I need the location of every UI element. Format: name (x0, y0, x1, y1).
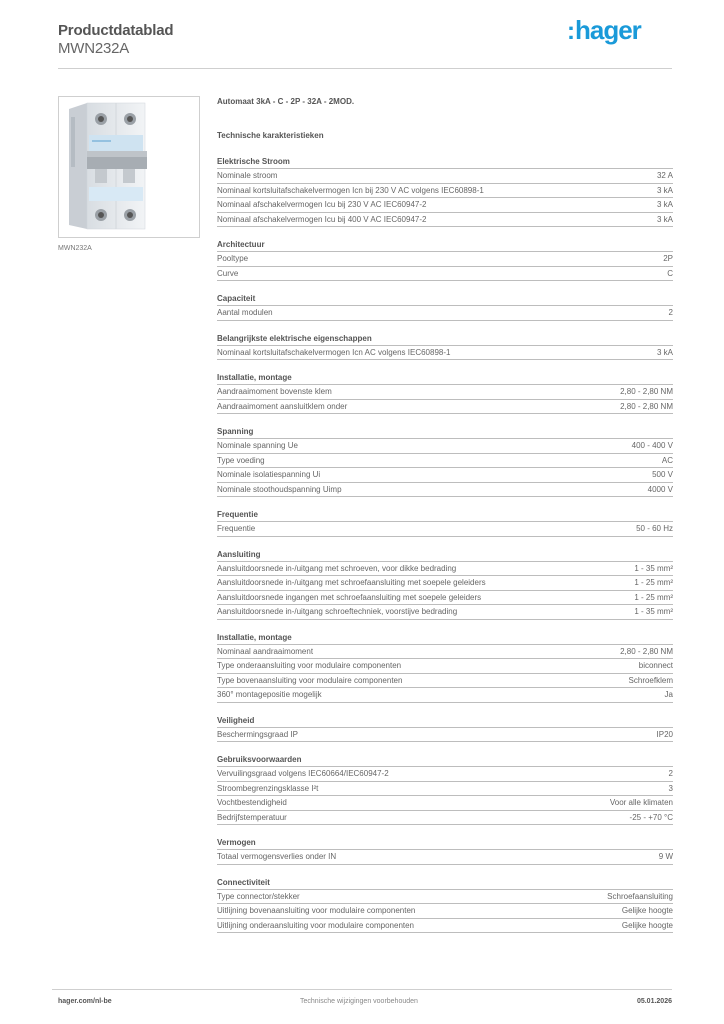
spec-row (217, 198, 673, 213)
section-title: Frequentie (217, 509, 673, 522)
hager-logo (567, 15, 641, 46)
spec-value: 500 V (652, 470, 673, 479)
spec-label: Nominale stoothoudspanning Uimp (217, 484, 342, 494)
spec-row (217, 306, 673, 321)
spec-row (217, 767, 673, 782)
spec-label: Type connector/stekker (217, 891, 300, 901)
section-title: Capaciteit (217, 293, 673, 306)
spec-section (217, 509, 673, 537)
spec-row (217, 252, 673, 267)
spec-value: 400 - 400 V (631, 441, 673, 450)
spec-section (217, 239, 673, 281)
spec-label: Beschermingsgraad IP (217, 729, 298, 739)
spec-value: C (667, 268, 673, 278)
spec-row (217, 400, 673, 415)
spec-label: Nominaal kortsluitafschakelvermogen Icn AC volgens IEC60898-1 (217, 347, 451, 357)
section-title: Installatie, montage (217, 372, 673, 385)
product-name: Automaat 3kA - C - 2P - 32A - 2MOD. (217, 97, 355, 106)
spec-label: Aansluitdoorsnede in-/uitgang met schroefaansluiting met soepele geleiders (217, 578, 486, 587)
spec-section (217, 754, 673, 825)
spec-row (217, 919, 673, 934)
spec-value: 1 - 35 mm² (634, 607, 673, 616)
spec-row (217, 267, 673, 282)
section-title: Spanning (217, 426, 673, 439)
spec-row (217, 904, 673, 919)
spec-row (217, 591, 673, 606)
spec-value: 3 (668, 783, 673, 793)
spec-value: 2 (668, 769, 673, 778)
spec-label: 360° montagepositie mogelijk (217, 690, 322, 699)
spec-sections (217, 156, 673, 933)
spec-row (217, 890, 673, 905)
spec-label: Aandraaimoment aansluitklem onder (217, 401, 348, 411)
spec-value: 1 - 25 mm² (634, 578, 673, 587)
spec-value: IP20 (656, 729, 673, 739)
spec-value: Schroefklem (628, 675, 673, 685)
section-title: Gebruiksvoorwaarden (217, 754, 673, 767)
spec-value: 1 - 35 mm² (634, 563, 673, 573)
spec-label: Vervuilingsgraad volgens IEC60664/IEC60947-2 (217, 769, 389, 778)
spec-value: 3 kA (656, 347, 673, 357)
spec-value: 2,80 - 2,80 NM (620, 646, 673, 656)
spec-row (217, 454, 673, 469)
spec-value: Gelijke hoogte (621, 920, 673, 930)
spec-section (217, 293, 673, 321)
spec-label: Vochtbestendigheid (217, 798, 287, 807)
photo-caption: MWN232A (58, 245, 92, 252)
spec-value: Gelijke hoogte (621, 906, 673, 915)
spec-value: Schroefaansluiting (607, 891, 673, 901)
spec-row (217, 213, 673, 228)
spec-section (217, 372, 673, 414)
spec-row (217, 385, 673, 400)
spec-value: 2,80 - 2,80 NM (620, 387, 673, 396)
logo-text: hager (575, 15, 641, 45)
spec-value: 9 W (658, 852, 673, 861)
section-title: Installatie, montage (217, 632, 673, 645)
spec-label: Frequentie (217, 524, 256, 533)
spec-section (217, 632, 673, 703)
spec-label: Aandraaimoment bovenste klem (217, 387, 332, 396)
header-divider (58, 68, 672, 69)
spec-label: Nominale isolatiespanning Ui (217, 470, 321, 479)
spec-label: Totaal vermogensverlies onder IN (217, 852, 337, 861)
spec-row (217, 645, 673, 660)
spec-label: Aantal modulen (217, 308, 273, 317)
spec-row (217, 659, 673, 674)
spec-label: Aansluitdoorsnede in-/uitgang schroeftechniek, voorstijve bedrading (217, 607, 458, 616)
spec-value: 4000 V (647, 484, 673, 494)
spec-row (217, 184, 673, 199)
spec-row (217, 605, 673, 620)
spec-row (217, 782, 673, 797)
spec-label: Uitlijning bovenaansluiting voor modulaire componenten (217, 906, 416, 915)
spec-label: Aansluitdoorsnede ingangen met schroefaansluiting met soepele geleiders (217, 592, 482, 602)
spec-section (217, 877, 673, 934)
section-title: Elektrische Stroom (217, 156, 673, 169)
spec-section (217, 333, 673, 361)
spec-value: AC (661, 455, 673, 465)
product-photo (58, 96, 200, 238)
section-title: Aansluiting (217, 549, 673, 562)
spec-value: 32 A (656, 171, 673, 180)
spec-row (217, 688, 673, 703)
spec-row (217, 468, 673, 483)
spec-label: Uitlijning onderaansluiting voor modulaire componenten (217, 920, 415, 930)
spec-row (217, 562, 673, 577)
section-title: Veiligheid (217, 715, 673, 728)
product-code: MWN232A (58, 40, 130, 57)
spec-content (217, 96, 673, 933)
spec-label: Bedrijfstemperatuur (217, 812, 287, 822)
spec-row (217, 439, 673, 454)
spec-value: 3 kA (656, 200, 673, 209)
tech-heading: Technische karakteristieken (217, 131, 324, 140)
spec-label: Nominale stroom (217, 171, 278, 180)
spec-value: 3 kA (656, 185, 673, 195)
spec-label: Type bovenaansluiting voor modulaire componenten (217, 675, 403, 685)
section-title: Connectiviteit (217, 877, 673, 890)
spec-section (217, 715, 673, 743)
spec-row (217, 169, 673, 184)
spec-value: Voor alle klimaten (609, 798, 673, 807)
spec-value: -25 - +70 °C (629, 812, 673, 822)
spec-label: Nominaal kortsluitafschakelvermogen Icn bij 230 V AC volgens IEC60898-1 (217, 185, 484, 195)
spec-label: Nominaal afschakelvermogen Icu bij 400 V AC IEC60947-2 (217, 214, 427, 224)
spec-row (217, 576, 673, 591)
spec-label: Pooltype (217, 254, 249, 263)
footer-disclaimer: Technische wijzigingen voorbehouden (300, 998, 418, 1005)
spec-value: biconnect (638, 661, 673, 670)
spec-value: 2P (663, 254, 673, 263)
spec-row (217, 483, 673, 498)
spec-section (217, 156, 673, 227)
spec-value: 50 - 60 Hz (636, 524, 673, 533)
logo-prefix: : (567, 18, 574, 45)
spec-value: 3 kA (656, 214, 673, 224)
spec-label: Stroombegrenzingsklasse I²t (217, 783, 319, 793)
spec-value: Ja (664, 690, 673, 699)
spec-section (217, 549, 673, 620)
spec-section (217, 426, 673, 497)
footer-divider (52, 989, 672, 990)
spec-row (217, 674, 673, 689)
section-title: Architectuur (217, 239, 673, 252)
spec-row (217, 346, 673, 361)
spec-label: Curve (217, 268, 239, 278)
spec-section (217, 837, 673, 865)
section-title: Vermogen (217, 837, 673, 850)
spec-row (217, 796, 673, 811)
spec-row (217, 728, 673, 743)
document-title: Productdatablad (58, 22, 174, 39)
spec-value: 1 - 25 mm² (634, 592, 673, 602)
spec-row (217, 522, 673, 537)
spec-label: Type onderaansluiting voor modulaire componenten (217, 661, 402, 670)
spec-value: 2,80 - 2,80 NM (620, 401, 673, 411)
footer-website-link[interactable]: hager.com/nl-be (58, 998, 112, 1005)
circuit-breaker-icon (59, 97, 199, 237)
spec-label: Type voeding (217, 455, 265, 465)
spec-label: Nominale spanning Ue (217, 441, 298, 450)
spec-label: Aansluitdoorsnede in-/uitgang met schroeven, voor dikke bedrading (217, 563, 457, 573)
section-title: Belangrijkste elektrische eigenschappen (217, 333, 673, 346)
spec-label: Nominaal aandraaimoment (217, 646, 314, 656)
spec-row (217, 811, 673, 826)
spec-label: Nominaal afschakelvermogen Icu bij 230 V AC IEC60947-2 (217, 200, 427, 209)
spec-row (217, 850, 673, 865)
footer-date: 05.01.2026 (636, 998, 672, 1005)
spec-value: 2 (668, 308, 673, 317)
